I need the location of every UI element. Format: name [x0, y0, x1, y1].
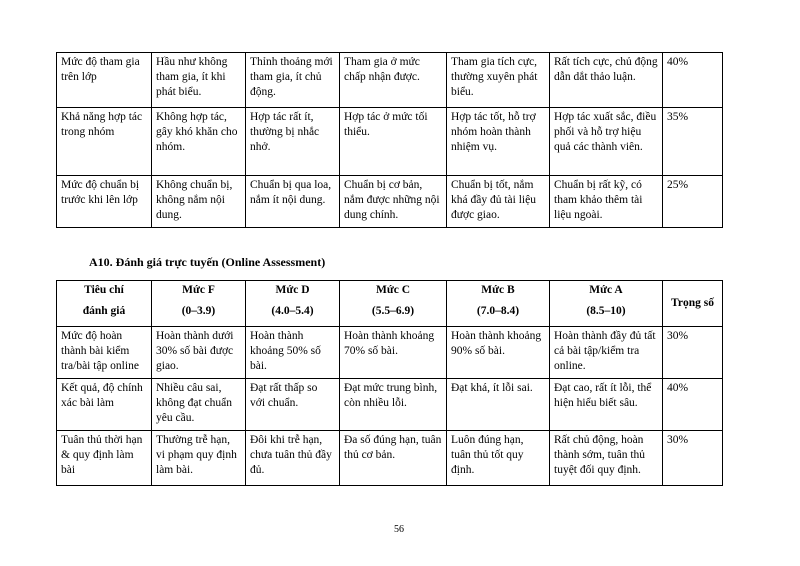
level-d-header	[246, 281, 340, 327]
level-name: Mức C	[375, 284, 411, 296]
table-row	[57, 327, 723, 379]
level-range: (8.5–10)	[586, 305, 626, 317]
criterion-cell: Kết quả, độ chính xác bài làm	[57, 379, 152, 431]
page-number: 56	[394, 524, 404, 535]
level-c-cell: Đạt mức trung bình, còn nhiều lỗi.	[340, 379, 447, 431]
section-heading: A10. Đánh giá trực tuyến (Online Assessment)	[89, 255, 326, 269]
criterion-cell: Mức độ chuẩn bị trước khi lên lớp	[57, 176, 152, 228]
level-c-cell: Tham gia ở mức chấp nhận được.	[340, 53, 447, 108]
level-a-cell: Rất chủ động, hoàn thành sớm, tuân thủ tuyệt đối quy định.	[550, 431, 663, 486]
table-row	[57, 176, 723, 228]
level-a-cell: Đạt cao, rất ít lỗi, thể hiện hiểu biết sâu.	[550, 379, 663, 431]
level-b-cell: Hợp tác tốt, hỗ trợ nhóm hoàn thành nhiệm vụ.	[447, 108, 550, 176]
level-range: (4.0–5.4)	[271, 305, 314, 317]
level-b-cell: Tham gia tích cực, thường xuyên phát biểu.	[447, 53, 550, 108]
criterion-cell: Mức độ hoàn thành bài kiểm tra/bài tập online	[57, 327, 152, 379]
level-range: (7.0–8.4)	[476, 305, 520, 317]
criterion-cell: Mức độ tham gia trên lớp	[57, 53, 152, 108]
level-c-cell: Hợp tác ở mức tối thiểu.	[340, 108, 447, 176]
level-c-cell: Chuẩn bị cơ bản, nắm được những nội dung chính.	[340, 176, 447, 228]
level-f-cell: Hoàn thành dưới 30% số bài được giao.	[152, 327, 246, 379]
weight-cell: 40%	[663, 53, 723, 108]
level-d-cell: Chuẩn bị qua loa, nắm ít nội dung.	[246, 176, 340, 228]
table-header-row	[57, 281, 723, 327]
level-d-cell: Đôi khi trễ hạn, chưa tuân thủ đầy đủ.	[246, 431, 340, 486]
weight-cell: 30%	[663, 327, 723, 379]
level-f-cell: Nhiều câu sai, không đạt chuẩn yêu cầu.	[152, 379, 246, 431]
weight-header: Trọng số	[663, 281, 723, 327]
level-a-cell: Chuẩn bị rất kỹ, có tham khảo thêm tài liệu ngoài.	[550, 176, 663, 228]
level-f-cell: Thường trễ hạn, vi phạm quy định làm bài.	[152, 431, 246, 486]
level-c-cell: Đa số đúng hạn, tuân thủ cơ bản.	[340, 431, 447, 486]
level-b-header	[447, 281, 550, 327]
level-b-cell: Chuẩn bị tốt, nắm khá đầy đủ tài liệu được giao.	[447, 176, 550, 228]
level-a-cell: Hoàn thành đầy đủ tất cả bài tập/kiểm tra online.	[550, 327, 663, 379]
weight-cell: 30%	[663, 431, 723, 486]
table-row	[57, 431, 723, 486]
level-range: (5.5–6.9)	[371, 305, 415, 317]
criteria-header	[57, 281, 152, 327]
level-d-cell: Đạt rất thấp so với chuẩn.	[246, 379, 340, 431]
table-row	[57, 53, 723, 108]
online-assessment-rubric-table	[56, 280, 723, 486]
level-d-cell: Thỉnh thoảng mới tham gia, ít chủ động.	[246, 53, 340, 108]
level-f-cell: Không hợp tác, gây khó khăn cho nhóm.	[152, 108, 246, 176]
level-c-cell: Hoàn thành khoảng 70% số bài.	[340, 327, 447, 379]
level-b-cell: Luôn đúng hạn, tuân thủ tốt quy định.	[447, 431, 550, 486]
level-f-cell: Hầu như không tham gia, ít khi phát biểu.	[152, 53, 246, 108]
level-name: Mức B	[481, 284, 515, 296]
criteria-header-line1: Tiêu chí	[84, 284, 124, 296]
level-f-cell: Không chuẩn bị, không nắm nội dung.	[152, 176, 246, 228]
level-c-header	[340, 281, 447, 327]
level-a-cell: Rất tích cực, chủ động dẫn dắt thảo luận.	[550, 53, 663, 108]
level-b-cell: Đạt khá, ít lỗi sai.	[447, 379, 550, 431]
level-a-header	[550, 281, 663, 327]
table-row	[57, 108, 723, 176]
weight-cell: 35%	[663, 108, 723, 176]
criterion-cell: Khả năng hợp tác trong nhóm	[57, 108, 152, 176]
level-d-cell: Hoàn thành khoảng 50% số bài.	[246, 327, 340, 379]
level-range: (0–3.9)	[181, 305, 216, 317]
level-name: Mức D	[275, 284, 310, 296]
table-row	[57, 379, 723, 431]
level-f-header	[152, 281, 246, 327]
criteria-header-line2: đánh giá	[82, 305, 126, 317]
weight-cell: 40%	[663, 379, 723, 431]
level-name: Mức F	[182, 284, 215, 296]
participation-rubric-table	[56, 52, 723, 228]
level-b-cell: Hoàn thành khoảng 90% số bài.	[447, 327, 550, 379]
criterion-cell: Tuân thủ thời hạn & quy định làm bài	[57, 431, 152, 486]
level-a-cell: Hợp tác xuất sắc, điều phối và hỗ trợ hiệu quả các thành viên.	[550, 108, 663, 176]
level-name: Mức A	[589, 284, 623, 296]
weight-cell: 25%	[663, 176, 723, 228]
level-d-cell: Hợp tác rất ít, thường bị nhắc nhở.	[246, 108, 340, 176]
